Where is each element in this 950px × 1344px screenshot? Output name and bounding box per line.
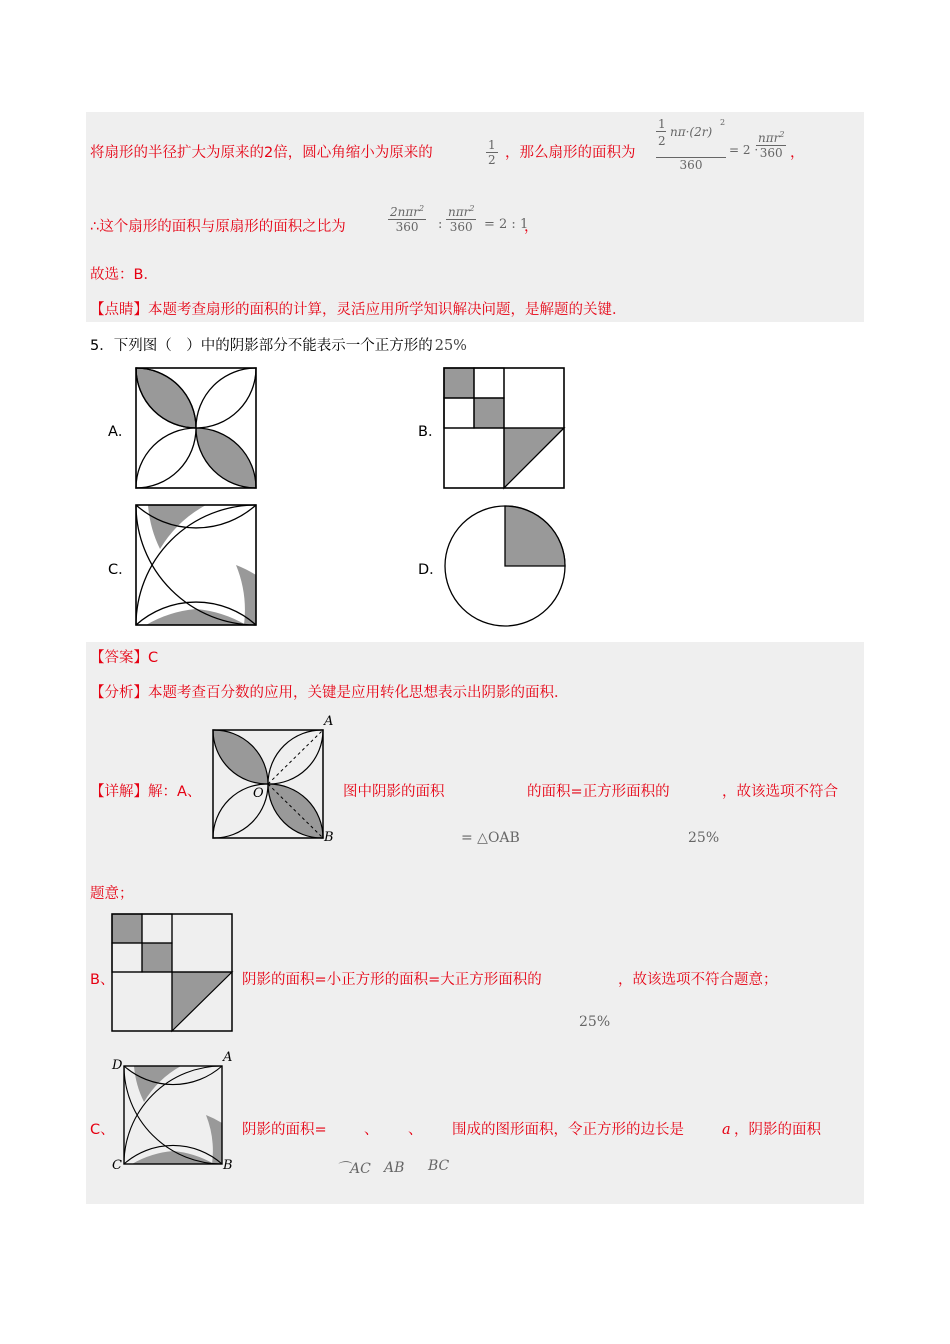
detail-c-prefix: C、 [90, 1122, 115, 1138]
solution-line-1b: ，那么扇形的面积为 [505, 145, 636, 161]
num-exp: 2 [779, 130, 785, 139]
detail-a-prefix [90, 782, 201, 802]
num-text: nπr [758, 131, 780, 145]
label-a-c: A [223, 1050, 233, 1065]
den-text: 360 [449, 220, 473, 234]
label-b-c: B [223, 1158, 233, 1173]
answer-label: 【答案】 [90, 650, 148, 666]
option-b-label: B． [418, 424, 443, 440]
detail-c-sep2: 、 [408, 1122, 423, 1138]
detail-figure-c [124, 1066, 222, 1164]
frac-num: 1 [488, 138, 496, 152]
detail-a-text1: 图中阴影的面积 [343, 784, 445, 800]
answer-value: C [148, 650, 159, 666]
label-a: A [324, 714, 334, 729]
equals-two: = 2 · [729, 143, 759, 157]
den-text: 360 [759, 146, 783, 160]
comment-label: 【点睛】 [90, 302, 148, 318]
detail-c-text2: 围成的图形面积，令正方形的边长是 [452, 1122, 684, 1138]
num-exp: 2 [419, 204, 425, 213]
detail-c-math1: ⌒AC [336, 1161, 371, 1177]
fraction-ratio-1 [388, 204, 426, 234]
ratio-colon: : [438, 217, 443, 232]
question-text: 下列图（ ）中的阴影部分不能表示一个正方形的 [113, 338, 433, 354]
analysis-line [90, 683, 569, 703]
label-c: C [112, 1158, 122, 1173]
num-text: nπr [448, 205, 470, 219]
exponent: 2 [720, 118, 726, 127]
figure-a [136, 368, 256, 488]
detail-b-text2: ，故该选项不符合题意； [618, 972, 778, 988]
comment-line [90, 300, 627, 320]
label-o: O [253, 786, 264, 801]
fraction-area-orig [756, 130, 786, 160]
detail-c-math2: AB [384, 1160, 405, 1176]
analysis-label: 【分析】 [90, 685, 148, 701]
figure-c [136, 505, 256, 625]
detail-c-var: a [722, 1122, 731, 1138]
detail-a-text3: ，故该选项不符合 [722, 784, 838, 800]
option-d-label: D． [418, 562, 444, 578]
half-bar [656, 131, 666, 132]
question-number: 5． [90, 338, 114, 354]
label-b: B [324, 830, 334, 845]
detail-b-prefix: B、 [90, 972, 115, 988]
half-den: 2 [658, 134, 666, 148]
fraction-area-new [656, 115, 726, 172]
solution-line-2: ∴这个扇形的面积与原扇形的面积之比为 [90, 219, 346, 235]
detail-b-math: 25% [579, 1014, 611, 1030]
figure-d [444, 505, 566, 627]
detail-a-text4: 题意； [90, 886, 134, 902]
option-c-label: C． [108, 562, 133, 578]
answer-line [90, 648, 158, 668]
detail-label: 【详解】 [90, 784, 148, 800]
comma: ， [790, 145, 805, 161]
detail-c-text1: 阴影的面积= [242, 1122, 327, 1138]
detail-prefix: 解：A、 [148, 784, 202, 800]
num-text: 2nπr [390, 205, 419, 219]
option-a-label: A． [108, 424, 133, 440]
detail-a-text2: 的面积=正方形面积的 [527, 784, 670, 800]
frac-den: 2 [488, 153, 496, 167]
detail-figure-b [112, 914, 232, 1031]
solution-line-1 [90, 143, 433, 163]
detail-c-text3: ，阴影的面积 [734, 1122, 821, 1138]
detail-c-math3: BC [428, 1158, 450, 1174]
text-segment: 将扇形的半径扩大为原来的2倍，圆心角缩小为原来的 [90, 145, 433, 161]
ratio-result: = 2 : 1 [484, 217, 529, 232]
question-5 [90, 336, 467, 356]
detail-a-math2: 25% [688, 830, 720, 846]
fraction-half [486, 138, 498, 167]
numerator-expr: nπ·(2r) [670, 125, 713, 139]
den-text: 360 [395, 220, 419, 234]
arc-ac: AC [350, 1161, 371, 1177]
comment-text: 本题考查扇形的面积的计算，灵活应用所学知识解决问题，是解题的关键． [148, 302, 627, 318]
choice-text: 故选：B． [90, 267, 158, 283]
detail-c-sep1: 、 [364, 1122, 379, 1138]
comma-2: ， [524, 219, 539, 235]
detail-b-text: 阴影的面积=小正方形的面积=大正方形面积的 [242, 972, 542, 988]
question-percent: 25% [434, 338, 467, 354]
detail-figure-a [213, 730, 323, 838]
label-d: D [112, 1058, 123, 1073]
fraction-ratio-2 [446, 204, 476, 234]
denominator: 360 [679, 158, 703, 172]
analysis-text: 本题考查百分数的应用，关键是应用转化思想表示出阴影的面积． [148, 685, 569, 701]
figure-b [444, 368, 564, 488]
detail-a-math1: = △OAB [461, 830, 520, 846]
half-num: 1 [658, 117, 666, 131]
num-exp: 2 [469, 204, 475, 213]
